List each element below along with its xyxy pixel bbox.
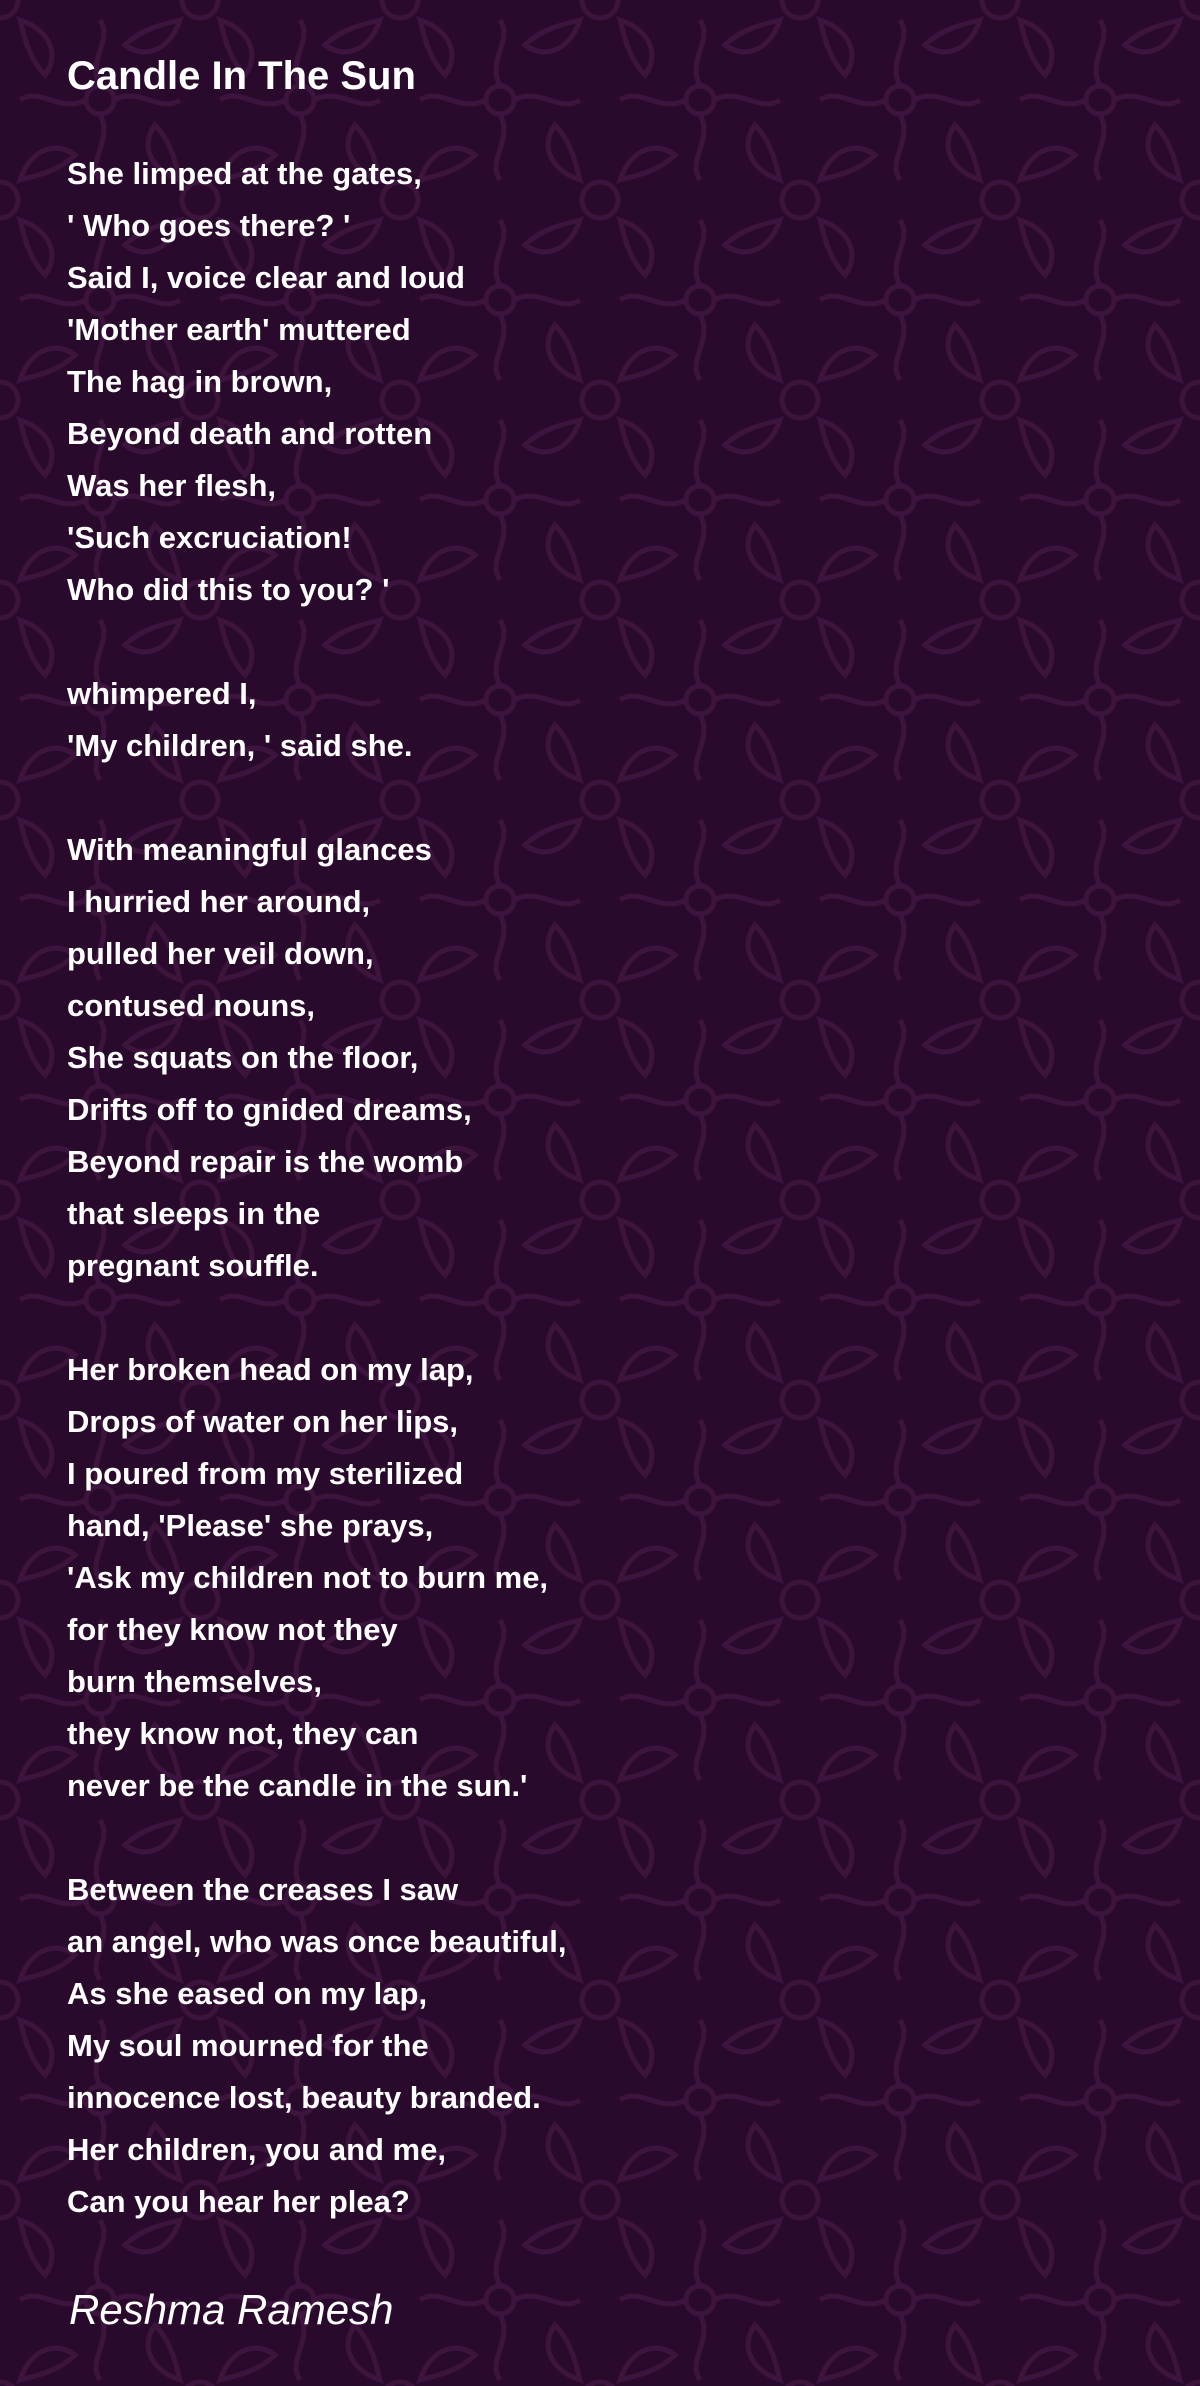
stanza-break [67, 1292, 1147, 1344]
poem-author: Reshma Ramesh [69, 2286, 394, 2333]
stanza-break [67, 616, 1147, 668]
poem-line: Her broken head on my lap, [67, 1352, 474, 1387]
poem-body [67, 148, 1147, 2228]
poem-line: Drops of water on her lips, [67, 1404, 458, 1439]
poem-line: Who did this to you? ' [67, 572, 390, 607]
poem-line: She squats on the floor, [67, 1040, 419, 1075]
poem-line: 'Mother earth' muttered [67, 312, 411, 347]
poem-line: 'Such excruciation! [67, 520, 352, 555]
stanza-break [67, 772, 1147, 824]
poem-line: they know not, they can [67, 1716, 419, 1751]
poem-line: The hag in brown, [67, 364, 333, 399]
stanza-break [67, 1812, 1147, 1864]
poem-line: pulled her veil down, [67, 936, 374, 971]
poem-line: I poured from my sterilized [67, 1456, 464, 1491]
poem-line: pregnant souffle. [67, 1248, 319, 1283]
poem-line: an angel, who was once beautiful, [67, 1924, 567, 1959]
poem-line: 'Ask my children not to burn me, [67, 1560, 549, 1595]
poem-line: Her children, you and me, [67, 2132, 446, 2167]
poem-line: contused nouns, [67, 988, 315, 1023]
poem-line: whimpered I, [67, 676, 257, 711]
poem-line: As she eased on my lap, [67, 1976, 428, 2011]
poem-line: Was her flesh, [67, 468, 277, 503]
poem-line: Beyond repair is the womb [67, 1144, 464, 1179]
poem-line: 'My children, ' said she. [67, 728, 413, 763]
poem-line: Can you hear her plea? [67, 2184, 410, 2219]
poem-line: Beyond death and rotten [67, 416, 433, 451]
poem-line: innocence lost, beauty branded. [67, 2080, 541, 2115]
poem-line: burn themselves, [67, 1664, 322, 1699]
poem-line: Drifts off to gnided dreams, [67, 1092, 472, 1127]
poem-line: I hurried her around, [67, 884, 371, 919]
poem-line: ' Who goes there? ' [67, 208, 351, 243]
poem-line: Said I, voice clear and loud [67, 260, 465, 295]
poem-line: never be the candle in the sun.' [67, 1768, 528, 1803]
poem-line: My soul mourned for the [67, 2028, 429, 2063]
poem-line: Between the creases I saw [67, 1872, 459, 1907]
poem-line: for they know not they [67, 1612, 398, 1647]
poem-title: Candle In The Sun [67, 54, 416, 98]
poem-line: With meaningful glances [67, 832, 432, 867]
poem-line: that sleeps in the [67, 1196, 321, 1231]
poem-line: She limped at the gates, [67, 156, 422, 191]
poem-line: hand, 'Please' she prays, [67, 1508, 434, 1543]
